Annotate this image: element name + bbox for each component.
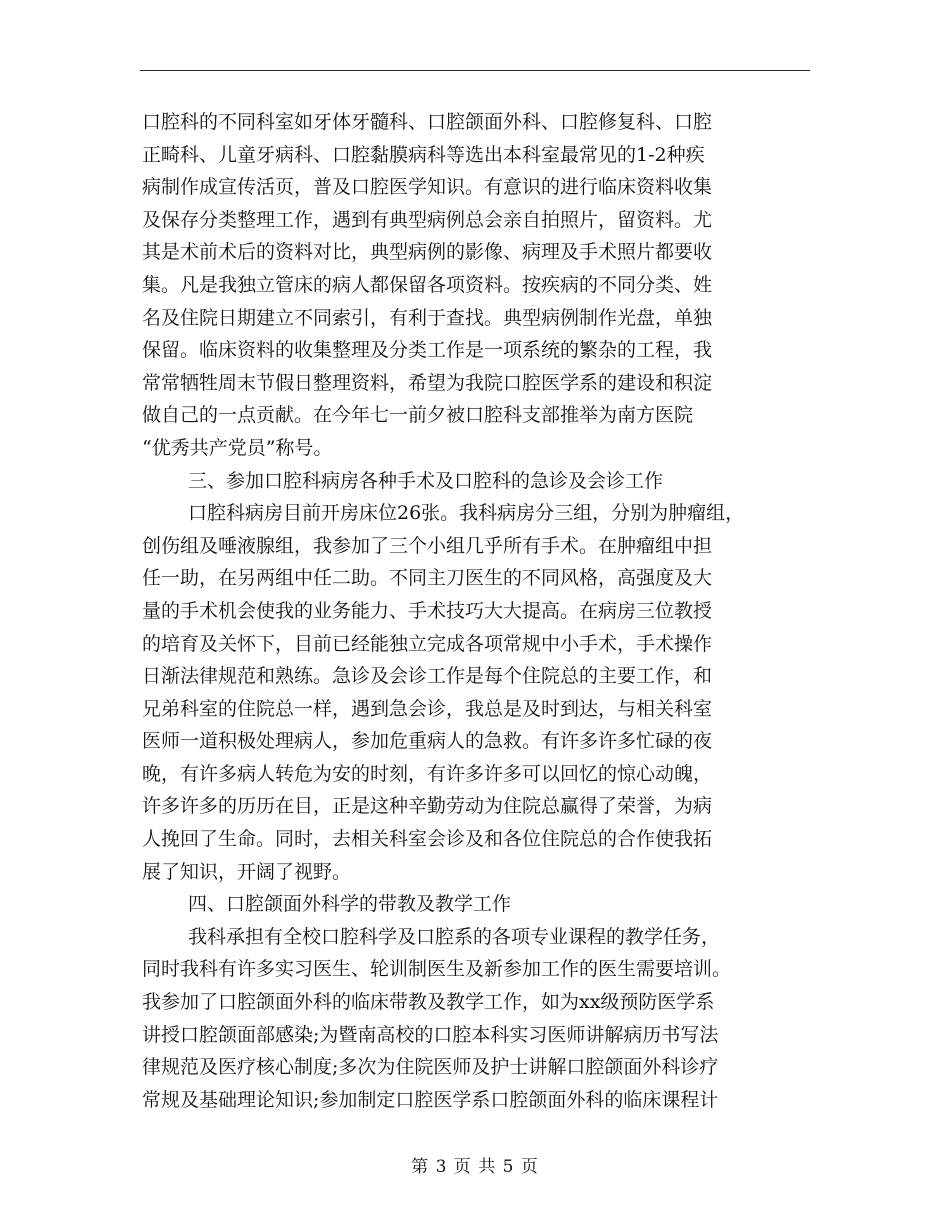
text-line: 常规及基础理论知识;参加制定口腔医学系口腔颌面外科的临床课程计 <box>142 1088 719 1111</box>
text-line: 许多许多的历历在目，正是这种辛勤劳动为住院总赢得了荣誉，为病 <box>142 795 713 818</box>
text-line: 兄弟科室的住院总一样，遇到急会诊，我总是及时到达，与相关科室 <box>142 697 713 720</box>
text-line: 同时我科有许多实习医生、轮训制医生及新参加工作的医生需要培训。 <box>142 958 732 981</box>
text-line: 我科承担有全校口腔科学及口腔系的各项专业课程的教学任务， <box>188 925 721 948</box>
text-line: 量的手术机会使我的业务能力、手术技巧大大提高。在病房三位教授 <box>142 599 713 622</box>
text-line: 及保存分类整理工作，遇到有典型病例总会亲自拍照片，留资料。尤 <box>142 208 713 231</box>
text-line: 我参加了口腔颌面外科的临床带教及教学工作，如为xx级预防医学系 <box>142 991 715 1014</box>
text-line: 创伤组及唾液腺组，我参加了三个小组几乎所有手术。在肿瘤组中担 <box>142 534 713 557</box>
text-line: 晚，有许多病人转危为安的时刻，有许多许多可以回忆的惊心动魄， <box>142 762 713 785</box>
text-line: 名及住院日期建立不同索引，有利于查找。典型病例制作光盘，单独 <box>142 306 713 329</box>
text-line: 日渐法律规范和熟练。急诊及会诊工作是每个住院总的主要工作，和 <box>142 665 713 688</box>
text-line: 的培育及关怀下，目前已经能独立完成各项常规中小手术，手术操作 <box>142 632 713 655</box>
page-number-footer: 第 3 页 共 5 页 <box>411 1157 539 1177</box>
section-heading: 四、口腔颌面外科学的带教及教学工作 <box>188 893 512 916</box>
text-line: “优秀共产党员”称号。 <box>142 436 333 459</box>
document-body <box>142 106 812 1116</box>
text-line: 讲授口腔颌面部感染;为暨南高校的口腔本科实习医师讲解病历书写法 <box>142 1023 719 1046</box>
text-line: 人挽回了生命。同时，去相关科室会诊及和各位住院总的合作使我拓 <box>142 828 713 851</box>
text-line: 保留。临床资料的收集整理及分类工作是一项系统的繁杂的工程，我 <box>142 339 713 362</box>
text-line: 常常牺牲周末节假日整理资料，希望为我院口腔医学系的建设和积淀 <box>142 371 713 394</box>
text-line: 口腔科病房目前开房床位26张。我科病房分三组，分别为肿瘤组， <box>188 502 745 525</box>
text-line: 集。凡是我独立管床的病人都保留各项资料。按疾病的不同分类、姓 <box>142 273 713 296</box>
header-rule <box>140 70 810 71</box>
text-line: 正畸科、儿童牙病科、口腔黏膜病科等选出本科室最常见的1-2种疾 <box>142 143 705 166</box>
section-heading: 三、参加口腔科病房各种手术及口腔科的急诊及会诊工作 <box>188 469 664 492</box>
text-line: 展了知识，开阔了视野。 <box>142 860 352 883</box>
text-line: 其是术前术后的资料对比，典型病例的影像、病理及手术照片都要收 <box>142 241 713 264</box>
text-line: 医师一道积极处理病人，参加危重病人的急救。有许多许多忙碌的夜 <box>142 730 713 753</box>
text-line: 任一助，在另两组中任二助。不同主刀医生的不同风格，高强度及大 <box>142 567 713 590</box>
text-line: 口腔科的不同科室如牙体牙髓科、口腔颌面外科、口腔修复科、口腔 <box>142 111 713 133</box>
text-line: 律规范及医疗核心制度;多次为住院医师及护士讲解口腔颌面外科诊疗 <box>142 1056 719 1079</box>
text-line: 做自己的一点贡献。在今年七一前夕被口腔科支部推举为南方医院 <box>142 404 694 427</box>
text-line: 病制作成宣传活页，普及口腔医学知识。有意识的进行临床资料收集 <box>142 176 713 199</box>
